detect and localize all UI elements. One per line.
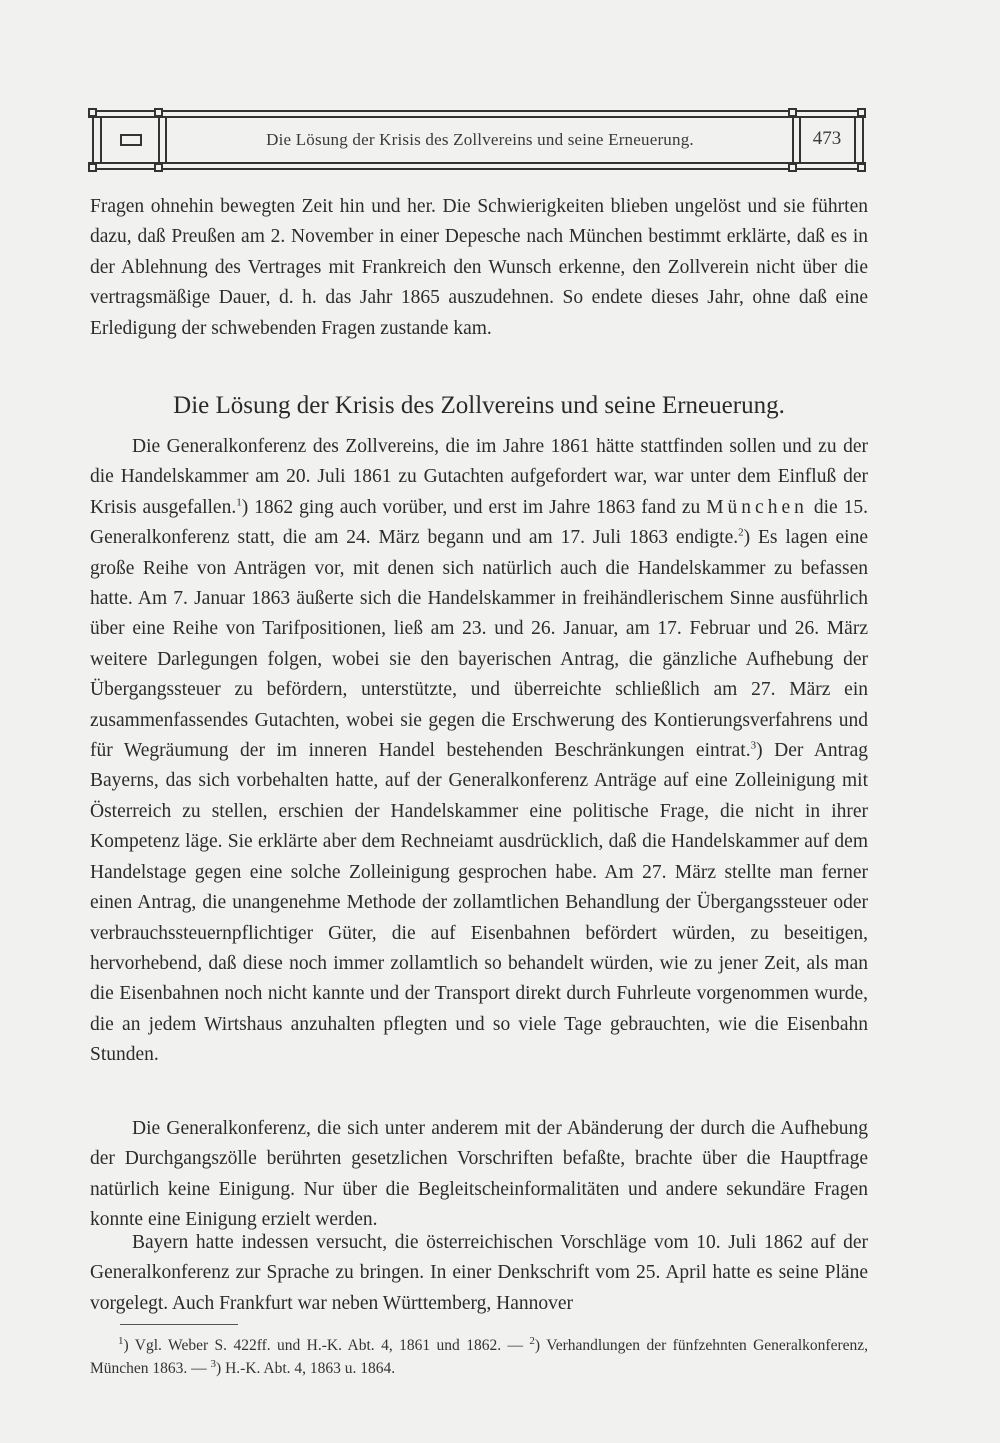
header-bottom-rule	[88, 168, 866, 170]
footnote-mark-2: 2	[529, 1334, 535, 1347]
footnote-ref-2: 2	[738, 526, 744, 539]
header-right-post	[862, 110, 864, 170]
spaced-place-name: München	[706, 496, 808, 518]
page-number: 473	[812, 128, 842, 149]
footnotes	[90, 1334, 868, 1380]
header-top-rule-inner	[88, 116, 866, 118]
paragraph-text: ) Es lagen eine große Reihe von Anträgen vor, mit denen sich natürlich auch die Handelskammer zu befassen hatte. Am 7. Januar 1863 äußerte sich die Handelskammer in freihändlerischem Sinne ausführlich über eine Reihe von Tarifpositionen, ließ am 23. und 26. Januar, am 17. Februar und 26. März weitere Darlegungen folgen, wobei sie den bayerischen Antrag, die gänzliche Aufhebung der Übergangssteuer zu befördern, unterstützte, und überreichte schließlich am 27. März ein zusammenfassendes Gutachten, wobei sie gegen die Erschwerung des Kontierungsverfahrens und für Wegräumung der im inneren Handel bestehenden Beschränkungen eintrat.	[90, 527, 869, 762]
header-corner-ornament	[154, 163, 163, 172]
footnote-2: ) Verhandlungen der fünfzehnten Generalkonferenz, München 1863. —	[90, 1337, 868, 1377]
header-left-post-inner	[100, 116, 102, 164]
paragraph-text: die 15. Generalkonferenz statt, die am 24. März begann und am 17. Juli 1863 endigte.	[90, 496, 868, 549]
header-top-rule	[88, 110, 866, 112]
header-bottom-rule-inner	[88, 162, 866, 164]
header-corner-ornament	[88, 163, 97, 172]
paragraph-text: ) Der Antrag Bayerns, das sich vorbehalten hatte, auf der Generalkonferenz Anträge auf eine Zolleinigung mit Österreich zu stellen, erschien der Handelskammer eine politische Frage, die nicht in ihrer Kompetenz läge. Sie erklärte aber dem Rechneiamt ausdrücklich, daß die Handelskammer auf dem Handelstage gegen eine solche Zolleinigung gesprochen habe. Am 27. März stellte man ferner einen Antrag, die unangenehme Methode der zollamtlichen Behandlung der Übergangssteuer oder verbrauchssteuernpflichtiger Güter, die auf Eisenbahnen befördert würden, zu beseitigen, hervorhebend, daß diese noch immer zollamtlich so behandelt würden, wie zu jener Zeit, als man die Eisenbahnen noch nicht kannte und der Transport direkt durch Fuhrleute vorgenommen wurde, die an jedem Wirtshaus anzuhalten pflegten und so viele Tage gebrauchten, wie die Eisenbahn Stunden.	[90, 740, 868, 1066]
footnote-3: ) H.-K. Abt. 4, 1863 u. 1864.	[216, 1360, 396, 1377]
header-left-post	[92, 110, 94, 170]
header-corner-ornament	[857, 108, 866, 117]
footnote-ref-3: 3	[750, 739, 757, 752]
paragraph-continued: Fragen ohnehin bewegten Zeit hin und her. Die Schwierigkeiten blieben ungelöst und sie führten dazu, daß Preußen am 2. November in einer Depesche nach München bestimmt erklärte, daß es in der Ablehnung des Vertrages mit Frankreich den Wunsch erkenne, den Zollverein nicht über die vertragsmäßige Dauer, d. h. das Jahr 1865 auszudehnen. So endete dieses Jahr, ohne daß eine Erledigung der schwebenden Fragen zustande kam.	[90, 196, 868, 339]
running-header	[88, 108, 866, 172]
header-right-divider	[792, 110, 794, 170]
header-title: Die Lösung der Krisis des Zollvereins und seine Erneuerung.	[266, 130, 694, 149]
header-corner-ornament	[154, 108, 163, 117]
paragraph-text: ) 1862 ging auch vorüber, und erst im Jahre 1863 fand zu	[241, 496, 707, 518]
footnote-1: ) Vgl. Weber S. 422ff. und H.-K. Abt. 4, 1861 und 1862. —	[123, 1337, 530, 1354]
header-corner-ornament	[788, 163, 797, 172]
section-heading: Die Lösung der Krisis des Zollvereins und seine Erneuerung.	[173, 392, 785, 419]
paragraph-bayern: Bayern hatte indessen versucht, die österreichischen Vorschläge vom 10. Juli 1862 auf der Generalkonferenz zur Sprache zu bringen. In einer Denkschrift vom 25. April hatte es seine Pläne vorgelegt. Auch Frankfurt war neben Württemberg, Hannover	[90, 1232, 868, 1314]
header-left-divider	[158, 110, 160, 170]
header-corner-ornament	[857, 163, 866, 172]
paragraph-durchgangszoelle: Die Generalkonferenz, die sich unter anderem mit der Abänderung der durch die Aufhebung der Durchgangszölle berührten gesetzlichen Vorschriften befaßte, brachte über die Hauptfrage natürlich keine Einigung. Nur über die Begleitscheinformalitäten und andere sekundäre Fragen konnte eine Einigung erzielt werden.	[90, 1118, 868, 1231]
header-corner-ornament	[88, 108, 97, 117]
header-left-divider-inner	[165, 116, 167, 164]
header-right-post-inner	[854, 116, 856, 164]
footnote-mark-3: 3	[210, 1357, 217, 1370]
paragraph-text: Die Generalkonferenz des Zollvereins, die im Jahre 1861 hätte stattfinden sollen und zu der die Handelskammer am 20. Juli 1861 zu Gutachten aufgefordert war, war unter dem Einfluß der Krisis ausgefallen.	[90, 436, 868, 518]
footnote-ref-1: 1	[236, 496, 242, 509]
header-corner-ornament	[788, 108, 797, 117]
header-box-ornament	[120, 134, 142, 146]
footnote-separator	[120, 1324, 238, 1325]
footnote-mark-1: 1	[118, 1334, 124, 1347]
footnote-block	[90, 1334, 868, 1380]
paragraph-generalkonferenz	[90, 432, 868, 1071]
